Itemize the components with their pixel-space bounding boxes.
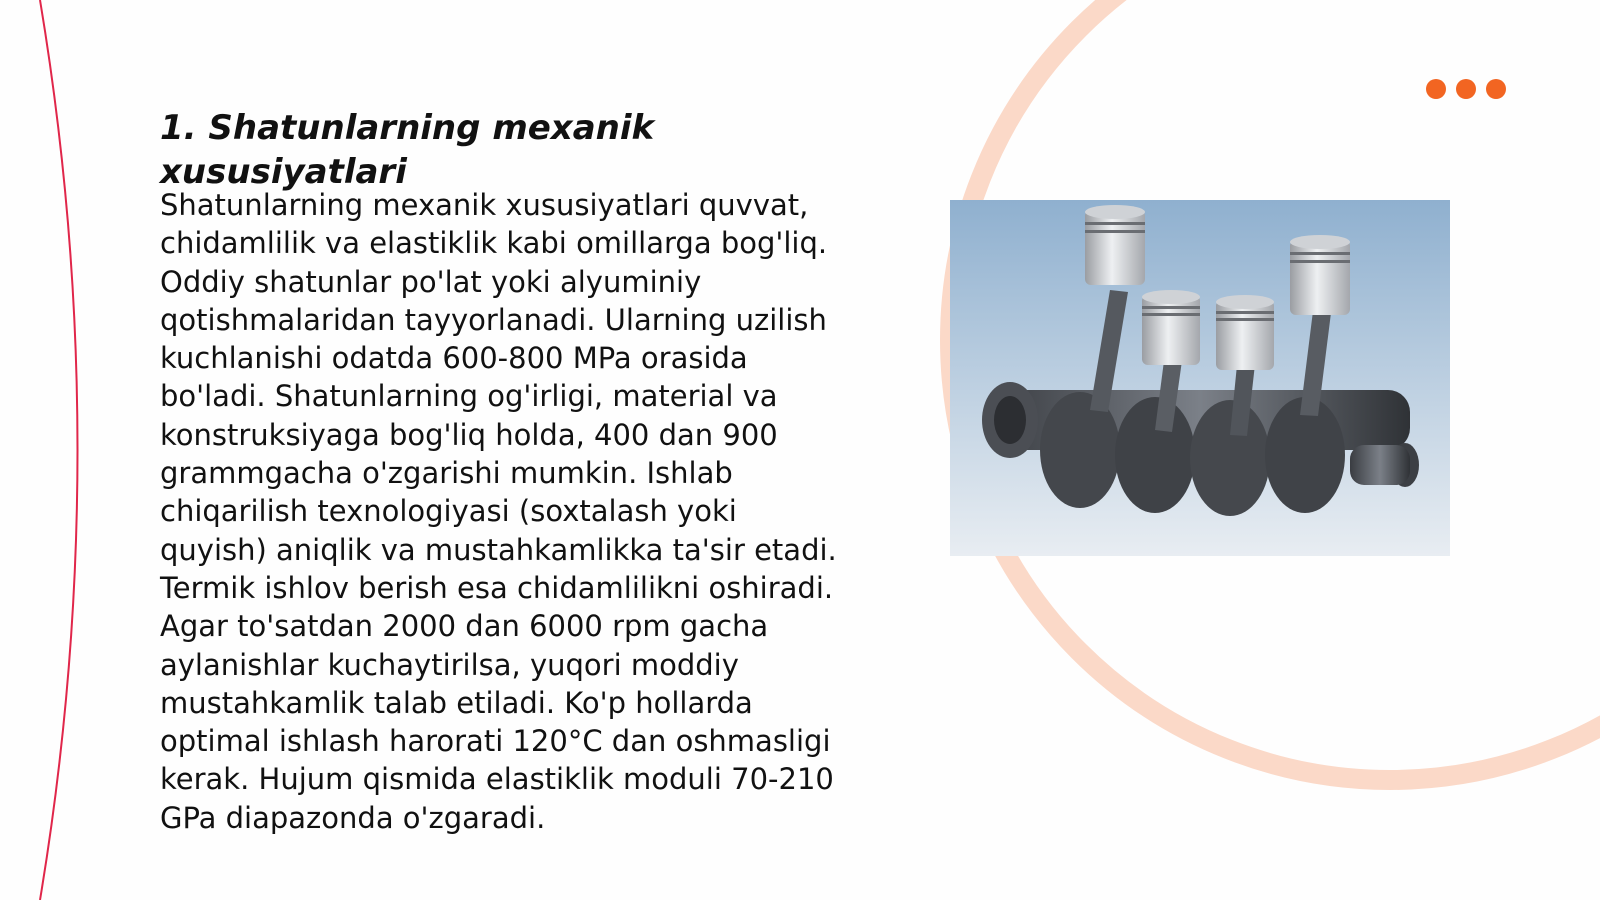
more-options-dots-icon (1426, 79, 1506, 99)
dot-icon (1426, 79, 1446, 99)
pistons-crankshaft-image (950, 200, 1450, 556)
piston-icon (1085, 205, 1145, 285)
piston-icon (1142, 290, 1200, 365)
slide-body-text: Shatunlarning mexanik xususiyatlari quvvat, chidamlilik va elastiklik kabi omillarga bog'liq. Oddiy shatunlar po'lat yoki alyuminiy qotishmalaridan tayyorlanadi. Ularning uzilish kuchlanishi odatda 600-800 MPa orasida bo'ladi. Shatunlarning og'irligi, material va konstruksiyaga bog'liq holda, 400 dan 900 grammgacha o'zgarishi mumkin. Ishlab chiqarilish texnologiyasi (soxtalash yoki quyish) aniqlik va mustahkamlikka ta'sir etadi. Termik ishlov berish esa chidamlilikni oshiradi. Agar to'satdan 2000 dan 6000 rpm gacha aylanishlar kuchaytirilsa, yuqori moddiy mustahkamlik talab etiladi. Ko'p hollarda optimal ishlash harorati 120°C dan oshmasligi kerak. Hujum qismida elastiklik moduli 70-210 GPa diapazonda o'zgaradi. (160, 188, 837, 835)
dot-icon (1486, 79, 1506, 99)
dot-icon (1456, 79, 1476, 99)
piston-icon (1290, 235, 1350, 315)
left-curve-line (40, 0, 78, 900)
slide-title: 1. Shatunlarning mexanik xususiyatlari (160, 108, 655, 192)
piston-icon (1216, 295, 1274, 370)
